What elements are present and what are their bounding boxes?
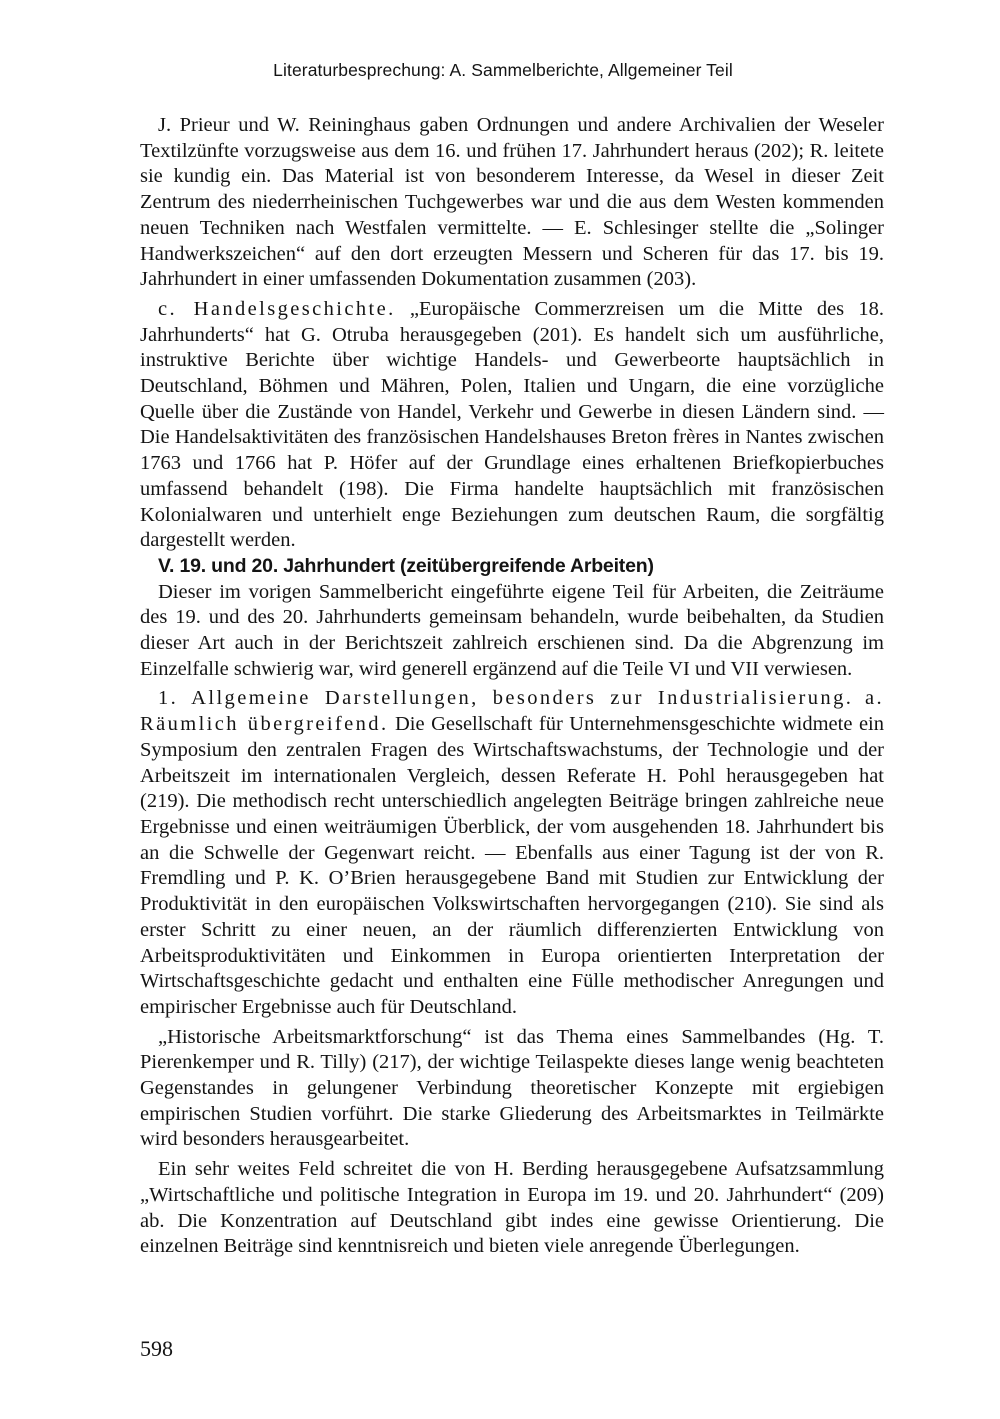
section-heading: V. 19. und 20. Jahrhundert (zeitübergreifende Arbeiten) — [158, 554, 654, 577]
paragraph-trade-history — [140, 297, 884, 554]
paragraph-trade-history-text: „Europäische Commerzreisen um die Mitte des 18. Jahrhunderts“ hat G. Otruba herausgegeben (201). Es handelt sich um ausführliche, instruktive Berichte über wichtige Handels- und Gewerbeorte hauptsächlich in Deutschland, Böhmen und Mähren, Polen, Italien und Ungarn, die eine vorzügliche Quelle über die Zustände von Handel, Verkehr und Gewerbe in diesen Ländern sind. — Die Handelsaktivitäten des französischen Handelshauses Breton frères in Nantes zwischen 1763 und 1766 hat P. Höfer auf der Grundlage eines erhaltenen Briefkopierbuches umfassend behandelt (198). Die Firma handelte hauptsächlich mit französischen Kolonialwaren und unterhielt enge Beziehungen zum deutschen Raum, die sorgfältig dargestellt werden. — [140, 297, 884, 552]
paragraph-section-intro: Dieser im vorigen Sammelbericht eingeführte eigene Teil für Arbeiten, die Zeiträume des 19. und des 20. Jahrhunderts gemeinsam behandeln, wurde beibehalten, da Studien dieser Art auch in der Berichtszeit zahlreich erschienen sind. Da die Abgrenzung im Einzelfalle schwierig war, wird generell ergänzend auf die Teile VI und VII verwiesen. — [140, 580, 884, 680]
body-text — [140, 113, 884, 1260]
subsection-label-spatial: a. Räumlich übergreifend. — [140, 687, 885, 736]
paragraph-textile-guilds: J. Prieur und W. Reininghaus gaben Ordnungen und andere Archivalien der Weseler Textilzünfte vorzugsweise aus dem 16. und frühen 17. Jahrhundert heraus (202); R. leitete sie kundig ein. Das Material ist von besonderem Interesse, da Wesel in dieser Zeit Zentrum des niederrheinischen Tuchgewerbes war und die aus dem Westen kommenden neuen Techniken nach Westfalen vermittelte. — E. Schlesinger stellte die „Solinger Handwerkszeichen“ auf den dort erzeugten Messern und Scheren für das 17. bis 19. Jahrhundert in einer umfassenden Dokumentation zusammen (203). — [140, 114, 884, 291]
paragraph-labour-market: „Historische Arbeitsmarktforschung“ ist das Thema eines Sammelbandes (Hg. T. Pierenkemper und R. Tilly) (217), der wichtige Teilaspekte dieses lange wenig beachteten Gegenstandes in gelungener Verbindung theoretischer Konzepte mit ergiebigen empirischen Studien vorführt. Die starke Gliederung des Arbeitsmarktes in Teilmärkte wird besonders herausgearbeitet. — [140, 1025, 884, 1151]
running-head: Literaturbesprechung: A. Sammelberichte, Allgemeiner Teil — [273, 60, 733, 80]
subsection-label-general-accounts: 1. Allgemeine Darstellungen, besonders zur Industrialisierung. — [158, 687, 854, 710]
paragraph-general-accounts — [140, 686, 884, 1020]
paragraph-integration: Ein sehr weites Feld schreitet die von H. Berding herausgegebene Aufsatzsammlung „Wirtschaftliche und politische Integration in Europa im 19. und 20. Jahrhundert“ (209) ab. Die Konzentration auf Deutschland gibt indes eine gewisse Orientierung. Die einzelnen Beiträge sind kenntnisreich und bieten viele anregende Überlegungen. — [140, 1158, 884, 1258]
paragraph-general-accounts-text: Die Gesellschaft für Unternehmensgeschichte widmete ein Symposium den zentralen Fragen des Wirtschaftswachstums, der Technologie und der Arbeitszeit im internationalen Vergleich, dessen Referate H. Pohl herausgegeben hat (219). Die methodisch recht unterschiedlich angelegten Beiträge bringen zahlreiche neue Ergebnisse und einen weiträumigen Überblick, der vom ausgehenden 18. Jahrhundert bis an die Schwelle der Gegenwart reicht. — Ebenfalls aus einer Tagung ist der von R. Fremdling und P. K. O’Brien herausgegebene Band mit Studien zur Entwicklung der Produktivität in den europäischen Volkswirtschaften hervorgegangen (210). Sie sind als erster Schritt zu einer neuen, an der räumlich differenzierten Entwicklung von Arbeitsproduktivitäten und Einkommen in Europa orientierten Interpretation der Wirtschaftsgeschichte gedacht und enthalten eine Fülle methodischer Anregungen und empirischer Ergebnisse auch für Deutschland. — [140, 713, 884, 1018]
page-number: 598 — [140, 1336, 173, 1361]
subsection-label-trade-history: c. Handelsgeschichte. — [158, 297, 396, 320]
